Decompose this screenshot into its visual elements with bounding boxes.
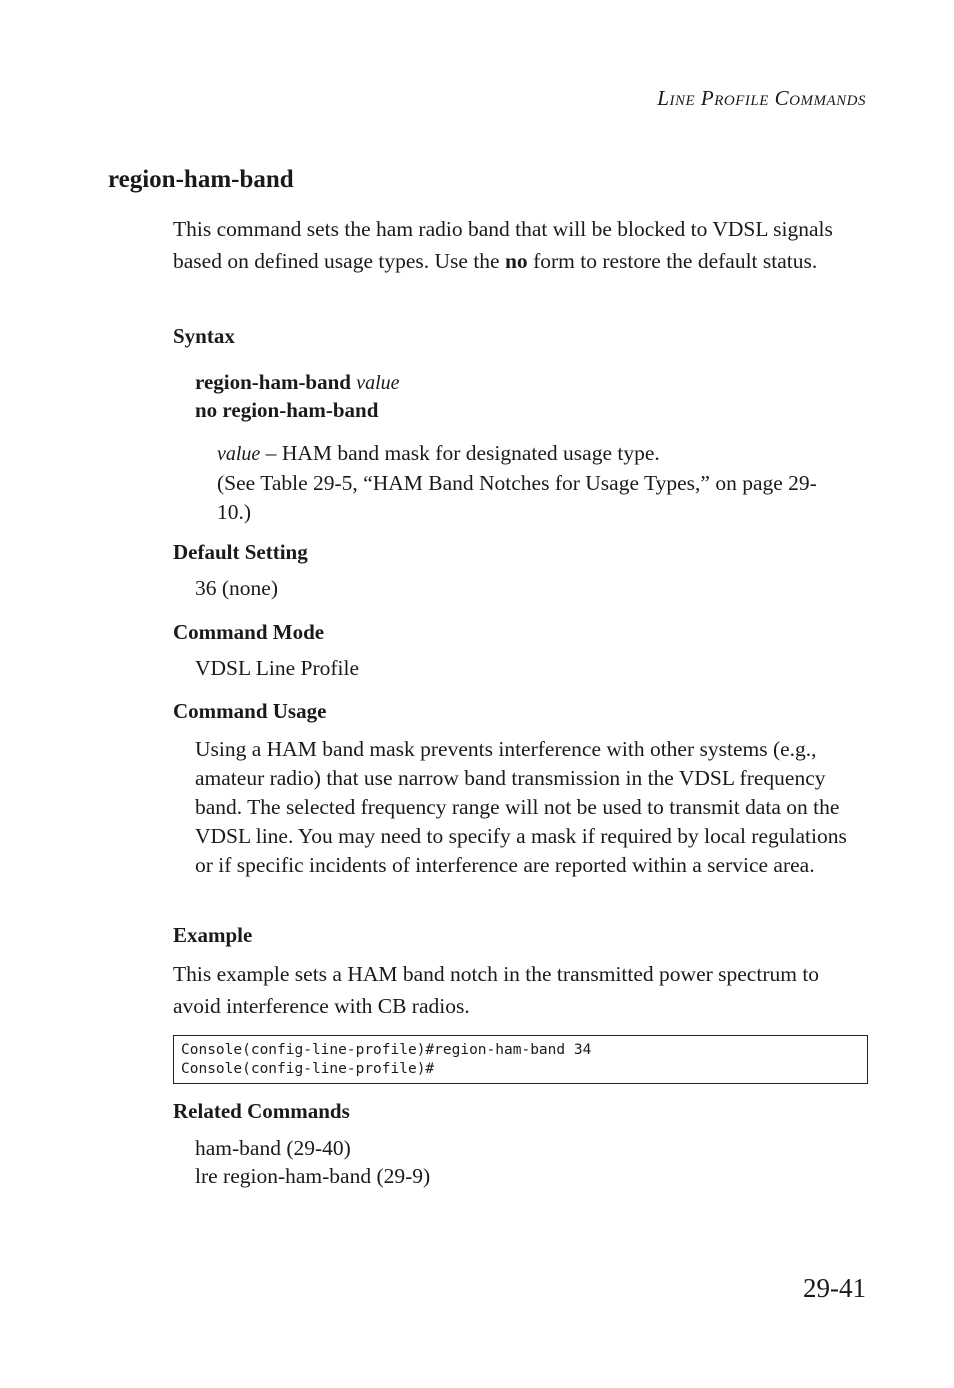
syntax-line-2: no region-ham-band [195,398,379,422]
no-keyword: no [504,248,528,273]
command-usage-text: Using a HAM band mask prevents interference with other systems (e.g., amateur radio) that use narrow band transmission in the VDSL frequency band. The selected frequency range will not be used to transmit data on the VDSL line. You may need to specify a mask if required by local regulations or if specific incidents of interference are reported within a service area. [195,737,847,877]
syntax-argument: value [356,372,400,394]
example-text: This example sets a HAM band notch in the transmitted power spectrum to avoid interference with CB radios. [173,962,820,1018]
code-line: Console(config-line-profile)# [181,1061,435,1077]
code-line: Console(config-line-profile)#region-ham-band 34 [181,1042,592,1058]
default-setting-heading: Default Setting [173,540,308,564]
command-usage-heading: Command Usage [173,699,327,723]
related-command-item: lre region-ham-band (29-9) [195,1164,431,1188]
related-commands-heading: Related Commands [173,1099,350,1123]
code-example-box [173,1035,868,1084]
section-title: region-ham-band [108,166,294,193]
syntax-line-1: region-ham-band value [195,370,400,394]
syntax-heading: Syntax [173,324,235,348]
default-setting-value: 36 (none) [195,576,278,600]
running-header: LINE PROFILE COMMANDS [657,86,866,110]
command-mode-value: VDSL Line Profile [195,656,360,680]
parameter-reference: (See Table 29-5, “HAM Band Notches for Usage Types,” on page 29-10.) [217,471,817,524]
related-command-item: ham-band (29-40) [195,1136,351,1160]
example-heading: Example [173,923,253,947]
parameter-description: value – HAM band mask for designated usage type. (See Table 29-5, “HAM Band Notches for Usage Types,” on page 29-10.) [217,441,817,524]
command-mode-heading: Command Mode [173,620,325,644]
page-number: 29-41 [803,1273,866,1303]
intro-paragraph: This command sets the ham radio band that will be blocked to VDSL signals based on defined usage types. Use the no form to restore the default status. [173,217,833,273]
parameter-name: value [217,443,261,465]
